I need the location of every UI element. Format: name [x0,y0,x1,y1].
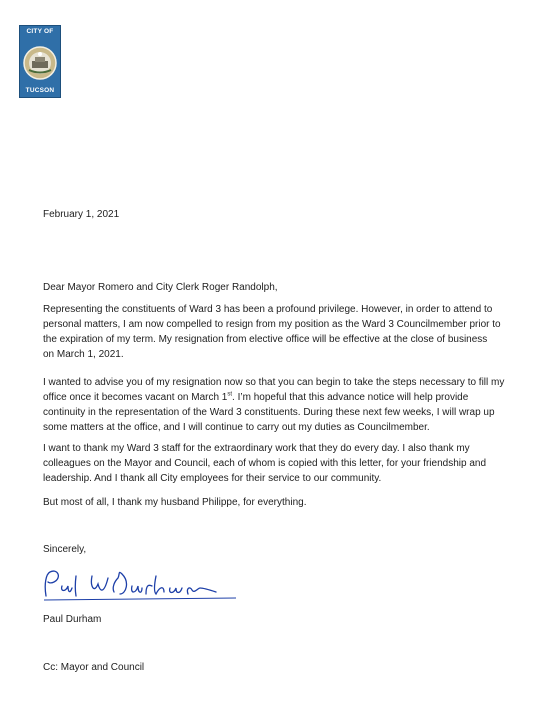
paragraph-2 [43,375,523,435]
paragraph-3 [43,441,523,486]
paragraph-line: some matters at the office, and I will continue to carry out my duties as Councilmember. [43,422,430,433]
seal-emblem-icon [23,44,57,82]
paragraph-line: the expiration of my term. My resignation from elective office will be effective at the close of business [43,334,488,345]
seal-top-text: CITY OF [26,28,54,35]
letter-date: February 1, 2021 [43,209,120,220]
paragraph-line: on March 1, 2021. [43,349,124,360]
paragraph-line: But most of all, I thank my husband Philippe, for everything. [43,497,307,508]
city-of-tucson-seal [19,25,61,98]
signatory-name: Paul Durham [43,614,102,625]
paragraph-line: personal matters, I am now compelled to resign from my position as the Ward 3 Councilmember prior to [43,319,501,330]
paragraph-line: I wanted to advise you of my resignation now so that you can begin to take the steps necessary to fill my [43,377,505,388]
paragraph-line: office once it becomes vacant on March 1st. I’m hopeful that this advance notice will help provide [43,391,469,403]
paragraph-1 [43,302,523,362]
paragraph-line: continuity in the representation of the Ward 3 constituents. During these next few weeks, I will wrap up [43,407,495,418]
ordinal-suffix: st [227,391,233,398]
paragraph-line: Representing the constituents of Ward 3 has been a profound privilege. However, in order to attend to [43,304,493,315]
seal-bottom-text: TUCSON [25,87,55,94]
paragraph-line: colleagues on the Mayor and Council, each of whom is copied with this letter, for your friendship and [43,458,487,469]
paragraph-4 [43,495,523,510]
letter-salutation: Dear Mayor Romero and City Clerk Roger Randolph, [43,282,278,293]
handwritten-signature [40,566,240,606]
paragraph-line: I want to thank my Ward 3 staff for the extraordinary work that they do every day. I also thank my [43,443,470,454]
paragraph-line: leadership. And I thank all City employees for their service to our community. [43,473,382,484]
letter-closing: Sincerely, [43,544,87,555]
cc-line: Cc: Mayor and Council [43,662,145,673]
